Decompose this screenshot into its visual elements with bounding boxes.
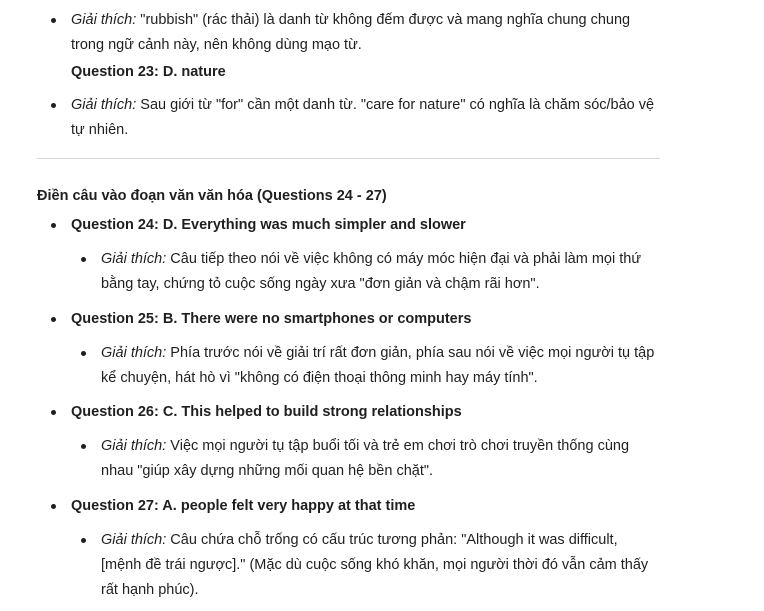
bullet-icon — [81, 257, 86, 262]
explanation-label: Giải thích: — [71, 97, 137, 113]
question-title: Question 24: D. Everything was much simpler and slower — [71, 217, 466, 233]
section-heading: Điền câu vào đoạn văn văn hóa (Questions 24 - 27) — [37, 188, 387, 204]
explanation-text: Việc mọi người tụ tập buổi tối và trẻ em chơi trò chơi truyền thống cùng nhau "giúp xây dựng những mối quan hệ bền chặt". — [101, 438, 630, 479]
bullet-icon — [51, 317, 56, 322]
explanation-text: Câu tiếp theo nói về việc không có máy móc hiện đại và phải làm mọi thứ bằng tay, chứng tỏ cuộc sống ngày xưa "đơn giản và chậm rãi hơn". — [101, 251, 642, 292]
bullet-icon — [51, 18, 56, 23]
explanation-label: Giải thích: — [101, 532, 167, 548]
explanation-item — [101, 341, 661, 391]
question-title: Question 27: A. people felt very happy at that time — [71, 498, 416, 514]
bullet-icon — [51, 223, 56, 228]
explanation-text: Câu chứa chỗ trống có cấu trúc tương phản: "Although it was difficult, [mệnh đề trái ngược]." (Mặc dù cuộc sống khó khăn, mọi người thời đó vẫn cảm thấy rất hạnh phúc). — [101, 532, 649, 598]
answer-line: Question 23: D. nature — [71, 64, 226, 80]
bullet-icon — [51, 504, 56, 509]
bullet-icon — [51, 103, 56, 108]
bullet-icon — [81, 538, 86, 543]
question-title: Question 25: B. There were no smartphones or computers — [71, 311, 472, 327]
explanation-item — [101, 247, 661, 297]
explanation-label: Giải thích: — [101, 251, 167, 267]
explanation-label: Giải thích: — [71, 12, 137, 28]
explanation-label: Giải thích: — [101, 345, 167, 361]
explanation-item — [101, 528, 661, 603]
explanation-item — [71, 8, 646, 58]
question-title: Question 26: C. This helped to build strong relationships — [71, 404, 462, 420]
explanation-text: Sau giới từ "for" cần một danh từ. "care for nature" có nghĩa là chăm sóc/bảo vệ tự nhiên. — [71, 97, 655, 138]
bullet-icon — [81, 351, 86, 356]
bullet-icon — [81, 444, 86, 449]
explanation-item — [101, 434, 646, 484]
bullet-icon — [51, 410, 56, 415]
explanation-text: "rubbish" (rác thải) là danh từ không đếm được và mang nghĩa chung chung trong ngữ cảnh này, nên không dùng mạo từ. — [71, 12, 631, 53]
explanation-item — [71, 93, 656, 143]
explanation-label: Giải thích: — [101, 438, 167, 454]
explanation-text: Phía trước nói về giải trí rất đơn giản, phía sau nói về việc mọi người tụ tập kể chuyện, hát hò vì "không có điện thoại thông minh hay máy tính". — [101, 345, 655, 386]
section-divider — [37, 158, 660, 159]
